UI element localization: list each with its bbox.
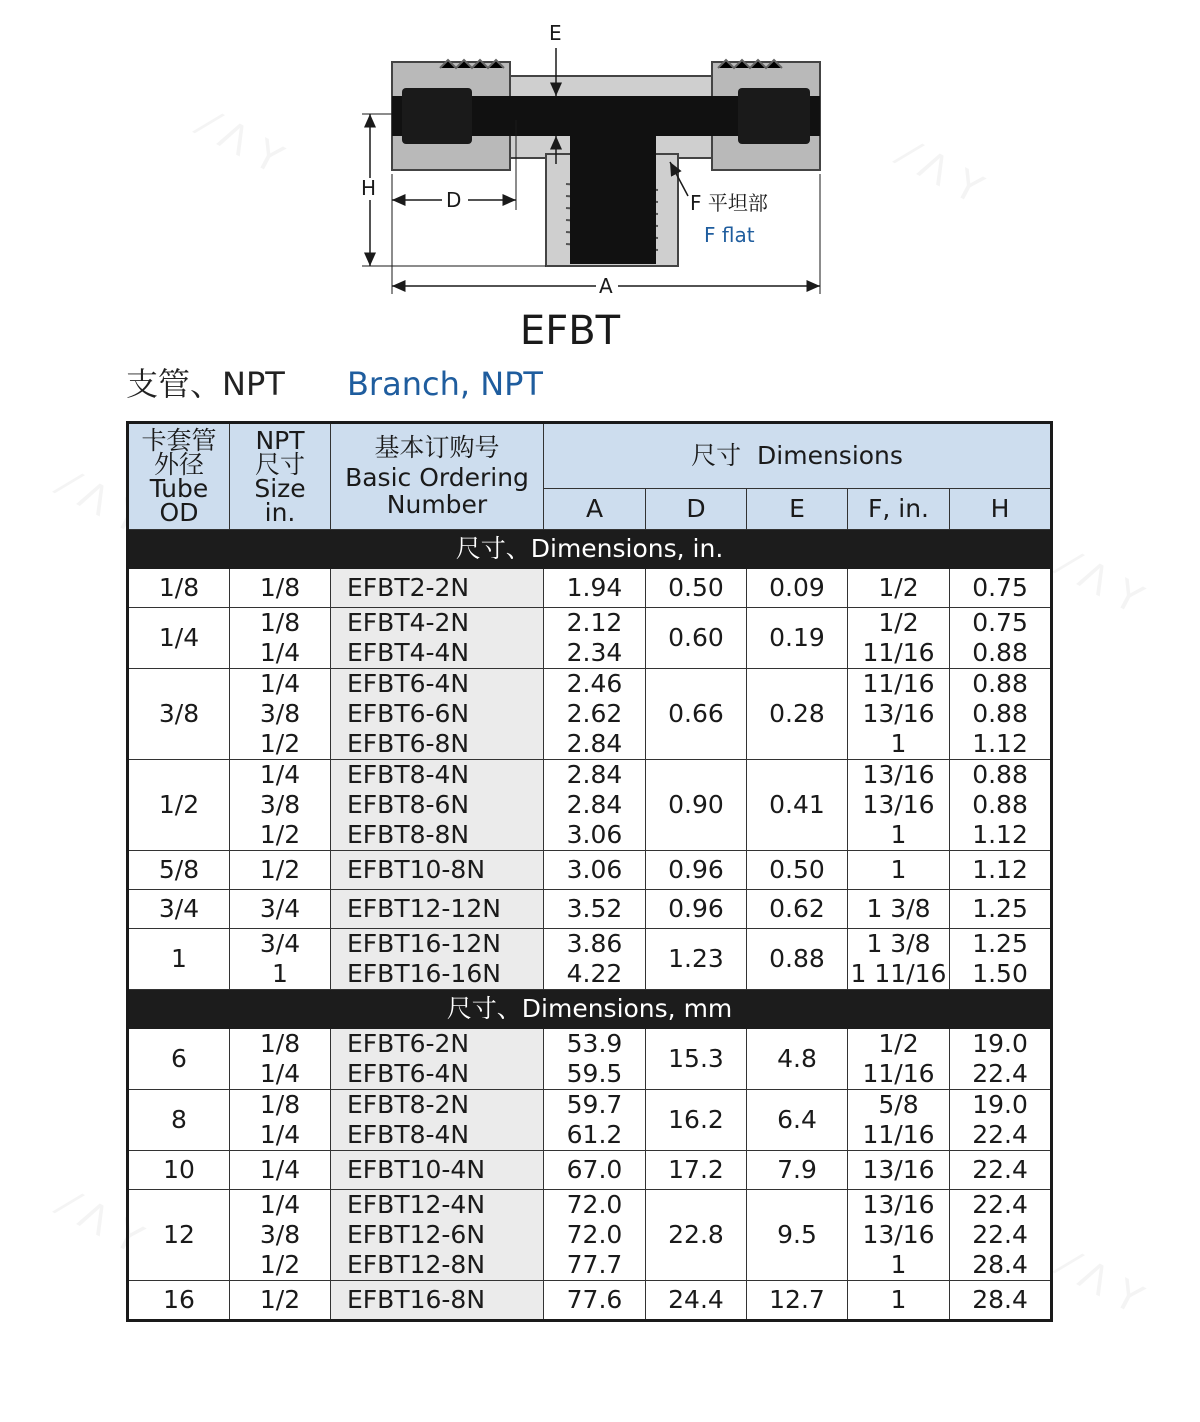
dim-d-cell: 0.50 xyxy=(646,569,747,608)
dim-a-cell xyxy=(544,608,646,669)
section-band-row xyxy=(128,530,1052,569)
header-h: H xyxy=(950,489,1052,530)
npt-size-line: 3/8 xyxy=(259,699,301,728)
table-body xyxy=(128,530,1052,1321)
dim-e-cell: 6.4 xyxy=(747,1090,848,1151)
dim-e-cell: 4.8 xyxy=(747,1029,848,1090)
watermark: ⁄ Λ Y xyxy=(1054,1242,1150,1324)
dim-h-line: 0.88 xyxy=(972,669,1028,698)
dim-h-cell xyxy=(950,760,1052,851)
ordering-number-line: EFBT16-16N xyxy=(347,959,501,988)
dim-h-cell xyxy=(950,890,1052,929)
dim-f-cell xyxy=(848,1281,950,1321)
dim-a-cell xyxy=(544,669,646,760)
table-row xyxy=(128,851,1052,890)
ordering-number-cell xyxy=(331,669,544,760)
dim-f-cell xyxy=(848,608,950,669)
header-dimensions: 尺寸 Dimensions xyxy=(544,423,1052,489)
table-row xyxy=(128,890,1052,929)
header-npt-line: 尺寸 xyxy=(254,449,305,479)
dim-e-cell: 0.09 xyxy=(747,569,848,608)
table-row xyxy=(128,669,1052,760)
label-a: A xyxy=(599,274,613,298)
dim-h-line: 22.4 xyxy=(972,1155,1028,1184)
header-ordering-number xyxy=(331,423,544,530)
dim-a-line: 2.34 xyxy=(566,638,623,667)
dim-f-line: 11/16 xyxy=(862,638,935,667)
dim-d-cell: 1.23 xyxy=(646,929,747,990)
npt-size-cell xyxy=(230,569,331,608)
header-tube-od xyxy=(128,423,230,530)
npt-size-line: 1/2 xyxy=(259,729,301,758)
npt-size-cell xyxy=(230,929,331,990)
dim-h-cell xyxy=(950,669,1052,760)
dim-a-cell xyxy=(544,1029,646,1090)
npt-size-line: 1/4 xyxy=(259,760,301,789)
npt-size-line: 1/8 xyxy=(259,608,301,637)
ordering-number-cell xyxy=(331,1190,544,1281)
npt-size-cell xyxy=(230,851,331,890)
tube-od-cell: 12 xyxy=(128,1190,230,1281)
dim-h-cell xyxy=(950,1090,1052,1151)
dim-e-cell: 0.62 xyxy=(747,890,848,929)
dim-h-cell xyxy=(950,608,1052,669)
header-a: A xyxy=(544,489,646,530)
tube-od-cell: 1/2 xyxy=(128,760,230,851)
dim-f-cell xyxy=(848,569,950,608)
header-npt-line: Size xyxy=(254,473,306,503)
tube-od-cell: 10 xyxy=(128,1151,230,1190)
npt-size-cell xyxy=(230,1090,331,1151)
dim-f-line: 13/16 xyxy=(862,1155,935,1184)
ordering-number-line: EFBT12-6N xyxy=(347,1220,486,1249)
npt-size-line: 1/4 xyxy=(259,1059,301,1088)
dim-a-cell xyxy=(544,1090,646,1151)
ordering-number-line: EFBT12-12N xyxy=(347,894,501,923)
dim-e-cell: 12.7 xyxy=(747,1281,848,1321)
ordering-number-cell xyxy=(331,1029,544,1090)
dim-e-cell: 0.19 xyxy=(747,608,848,669)
tube-od-cell: 1 xyxy=(128,929,230,990)
dim-f-line: 1 xyxy=(890,855,907,884)
ordering-number-cell xyxy=(331,569,544,608)
dim-e-cell: 0.88 xyxy=(747,929,848,990)
ordering-number-line: EFBT2-2N xyxy=(347,573,470,602)
label-h: H xyxy=(361,176,377,200)
dim-h-line: 1.50 xyxy=(972,959,1028,988)
dim-h-cell xyxy=(950,1190,1052,1281)
dim-h-line: 0.75 xyxy=(972,573,1028,602)
dim-h-line: 0.88 xyxy=(972,790,1028,819)
table-row xyxy=(128,760,1052,851)
dim-f-cell xyxy=(848,1151,950,1190)
ordering-number-line: EFBT10-4N xyxy=(347,1155,486,1184)
ordering-number-cell xyxy=(331,1151,544,1190)
ordering-number-line: EFBT8-4N xyxy=(347,1120,470,1149)
dim-a-line: 2.12 xyxy=(566,608,623,637)
ordering-number-cell xyxy=(331,760,544,851)
table-row xyxy=(128,569,1052,608)
label-f-cn: F 平坦部 xyxy=(690,191,768,215)
ordering-number-line: EFBT4-2N xyxy=(347,608,470,637)
dim-h-line: 22.4 xyxy=(972,1059,1028,1088)
npt-size-line: 1/2 xyxy=(259,1285,301,1314)
dim-f-line: 1 3/8 xyxy=(866,929,931,958)
dim-h-line: 1.25 xyxy=(972,929,1028,958)
table-row xyxy=(128,1029,1052,1090)
dim-d-cell: 0.96 xyxy=(646,851,747,890)
npt-size-cell xyxy=(230,760,331,851)
dim-h-line: 0.88 xyxy=(972,638,1028,667)
dim-a-line: 2.46 xyxy=(566,669,623,698)
dim-h-line: 22.4 xyxy=(972,1220,1028,1249)
dim-d-cell: 16.2 xyxy=(646,1090,747,1151)
tube-od-cell: 3/8 xyxy=(128,669,230,760)
dim-a-line: 3.06 xyxy=(566,855,623,884)
header-tube-od-line: 卡套管 xyxy=(141,425,217,455)
npt-size-line: 1/8 xyxy=(259,1090,301,1119)
table-row xyxy=(128,1090,1052,1151)
watermark: ⁄ Λ Y xyxy=(1054,542,1150,624)
npt-size-cell xyxy=(230,890,331,929)
dim-d-cell: 0.90 xyxy=(646,760,747,851)
header-tube-od-line: Tube xyxy=(149,473,209,503)
npt-size-line: 1/8 xyxy=(259,1029,301,1058)
npt-size-cell xyxy=(230,669,331,760)
dim-d-cell: 0.60 xyxy=(646,608,747,669)
ordering-number-cell xyxy=(331,890,544,929)
watermark: ⁄ Λ Y xyxy=(54,462,150,544)
dim-a-line: 59.5 xyxy=(566,1059,623,1088)
dim-a-line: 1.94 xyxy=(566,573,623,602)
dim-a-cell xyxy=(544,929,646,990)
header-npt-size xyxy=(230,423,331,530)
npt-size-line: 1/4 xyxy=(259,1155,301,1184)
ordering-number-line: EFBT6-2N xyxy=(347,1029,470,1058)
dim-f-line: 13/16 xyxy=(862,1190,935,1219)
dim-a-line: 3.06 xyxy=(566,820,623,849)
ordering-number-line: EFBT12-8N xyxy=(347,1250,486,1279)
dim-e-cell: 0.41 xyxy=(747,760,848,851)
dim-f-line: 1 xyxy=(890,729,907,758)
npt-size-line: 3/8 xyxy=(259,790,301,819)
dim-e-cell: 9.5 xyxy=(747,1190,848,1281)
ordering-number-line: EFBT4-4N xyxy=(347,638,470,667)
tube-od-cell: 1/4 xyxy=(128,608,230,669)
watermark: ⁄ Λ Y xyxy=(54,1182,150,1264)
dim-a-cell xyxy=(544,569,646,608)
dim-f-cell xyxy=(848,890,950,929)
dim-h-line: 28.4 xyxy=(972,1285,1028,1314)
npt-size-cell xyxy=(230,608,331,669)
dim-a-line: 3.86 xyxy=(566,929,623,958)
label-f-en: F flat xyxy=(704,223,755,247)
npt-size-line: 3/8 xyxy=(259,1220,301,1249)
dim-e-cell: 0.50 xyxy=(747,851,848,890)
ordering-number-line: EFBT6-8N xyxy=(347,729,470,758)
dim-a-line: 3.52 xyxy=(566,894,623,923)
dim-h-line: 28.4 xyxy=(972,1250,1028,1279)
dim-f-cell xyxy=(848,669,950,760)
fitting-drawing xyxy=(340,14,840,304)
npt-size-line: 1/2 xyxy=(259,1250,301,1279)
dim-a-line: 2.62 xyxy=(566,699,623,728)
npt-size-line: 1/4 xyxy=(259,1120,301,1149)
header-d: D xyxy=(646,489,747,530)
dim-f-line: 11/16 xyxy=(862,669,935,698)
dim-h-line: 19.0 xyxy=(972,1090,1028,1119)
ordering-number-line: EFBT6-4N xyxy=(347,1059,470,1088)
dim-f-line: 1/2 xyxy=(878,573,919,602)
ordering-number-line: EFBT8-2N xyxy=(347,1090,470,1119)
dim-f-cell xyxy=(848,929,950,990)
dim-f-line: 1 3/8 xyxy=(866,894,931,923)
dim-h-line: 22.4 xyxy=(972,1190,1028,1219)
dim-a-line: 61.2 xyxy=(566,1120,623,1149)
header-ordering-line: Basic Ordering xyxy=(345,463,529,492)
dim-h-line: 1.12 xyxy=(972,729,1028,758)
table-row xyxy=(128,608,1052,669)
tube-od-cell: 16 xyxy=(128,1281,230,1321)
dim-a-line: 4.22 xyxy=(566,959,623,988)
dim-h-cell xyxy=(950,851,1052,890)
ordering-number-line: EFBT8-6N xyxy=(347,790,470,819)
dim-a-line: 72.0 xyxy=(566,1220,623,1249)
dim-a-cell xyxy=(544,1190,646,1281)
ordering-number-cell xyxy=(331,929,544,990)
table-row xyxy=(128,1281,1052,1321)
dimensions-table xyxy=(126,421,1053,1322)
npt-size-line: 1 xyxy=(272,959,288,988)
dim-a-cell xyxy=(544,1151,646,1190)
dim-h-line: 0.88 xyxy=(972,760,1028,789)
dim-d-cell: 17.2 xyxy=(646,1151,747,1190)
dim-f-cell xyxy=(848,1190,950,1281)
part-name: EFBT xyxy=(519,308,621,354)
dim-d-cell: 22.8 xyxy=(646,1190,747,1281)
dim-h-line: 1.12 xyxy=(972,820,1028,849)
section-band: 尺寸、Dimensions, mm xyxy=(128,990,1052,1029)
ordering-number-line: EFBT16-12N xyxy=(347,929,501,958)
npt-size-line: 1/4 xyxy=(259,638,301,667)
tube-od-cell: 8 xyxy=(128,1090,230,1151)
dim-h-cell xyxy=(950,1281,1052,1321)
header-ordering-line: Number xyxy=(386,490,488,519)
tube-od-cell: 5/8 xyxy=(128,851,230,890)
ordering-number-cell xyxy=(331,1281,544,1321)
dim-f-line: 5/8 xyxy=(878,1090,919,1119)
section-title-cn: 支管、NPT xyxy=(126,365,285,403)
dim-h-cell xyxy=(950,929,1052,990)
dim-h-line: 19.0 xyxy=(972,1029,1028,1058)
dim-a-line: 53.9 xyxy=(566,1029,623,1058)
dim-a-line: 72.0 xyxy=(566,1190,623,1219)
section-band: 尺寸、Dimensions, in. xyxy=(128,530,1052,569)
dim-f-line: 13/16 xyxy=(862,1220,935,1249)
dim-f-line: 1/2 xyxy=(878,608,919,637)
dim-a-line: 2.84 xyxy=(566,790,623,819)
dim-h-line: 1.12 xyxy=(972,855,1028,884)
npt-size-cell xyxy=(230,1281,331,1321)
section-band-row xyxy=(128,990,1052,1029)
dim-a-line: 59.7 xyxy=(566,1090,623,1119)
dim-e-cell: 0.28 xyxy=(747,669,848,760)
label-d: D xyxy=(446,188,462,212)
section-title xyxy=(126,360,543,408)
dim-h-cell xyxy=(950,569,1052,608)
table-row xyxy=(128,1190,1052,1281)
npt-size-cell xyxy=(230,1151,331,1190)
dim-a-cell xyxy=(544,890,646,929)
npt-size-cell xyxy=(230,1190,331,1281)
dim-f-cell xyxy=(848,1090,950,1151)
dim-h-line: 0.75 xyxy=(972,608,1028,637)
ordering-number-cell xyxy=(331,608,544,669)
ordering-number-cell xyxy=(331,851,544,890)
dim-f-line: 1 11/16 xyxy=(850,959,947,988)
dim-f-cell xyxy=(848,760,950,851)
tube-od-cell: 3/4 xyxy=(128,890,230,929)
watermark: ⁄ Λ Y xyxy=(194,102,290,184)
dim-f-line: 1 xyxy=(890,1250,907,1279)
npt-size-line: 1/2 xyxy=(259,855,301,884)
label-e: E xyxy=(549,21,562,45)
table-row xyxy=(128,929,1052,990)
dim-a-line: 77.7 xyxy=(566,1250,623,1279)
section-title-en: Branch, NPT xyxy=(346,365,543,403)
tube-od-cell: 1/8 xyxy=(128,569,230,608)
dim-f-line: 1 xyxy=(890,820,907,849)
dim-e-cell: 7.9 xyxy=(747,1151,848,1190)
dim-a-cell xyxy=(544,851,646,890)
npt-size-line: 3/4 xyxy=(259,894,301,923)
dim-d-cell: 15.3 xyxy=(646,1029,747,1090)
dim-a-line: 77.6 xyxy=(566,1285,623,1314)
ordering-number-cell xyxy=(331,1090,544,1151)
npt-size-line: 1/4 xyxy=(259,669,301,698)
header-ordering-line: 基本订购号 xyxy=(374,433,500,462)
table-row xyxy=(128,1151,1052,1190)
dim-a-cell xyxy=(544,760,646,851)
dim-d-cell: 0.96 xyxy=(646,890,747,929)
dim-d-cell: 24.4 xyxy=(646,1281,747,1321)
dim-f-line: 13/16 xyxy=(862,760,935,789)
ordering-number-line: EFBT8-8N xyxy=(347,820,470,849)
tube-od-cell: 6 xyxy=(128,1029,230,1090)
dim-f-line: 11/16 xyxy=(862,1059,935,1088)
dim-h-line: 22.4 xyxy=(972,1120,1028,1149)
header-f: F, in. xyxy=(848,489,950,530)
dim-a-line: 67.0 xyxy=(566,1155,623,1184)
dim-f-line: 1 xyxy=(890,1285,907,1314)
npt-size-line: 1/4 xyxy=(259,1190,301,1219)
dim-a-line: 2.84 xyxy=(566,729,623,758)
dim-f-line: 13/16 xyxy=(862,790,935,819)
dim-f-cell xyxy=(848,851,950,890)
header-npt-line: in. xyxy=(264,497,296,527)
dim-a-line: 2.84 xyxy=(566,760,623,789)
ordering-number-line: EFBT8-4N xyxy=(347,760,470,789)
ordering-number-line: EFBT6-6N xyxy=(347,699,470,728)
npt-size-line: 1/8 xyxy=(259,573,301,602)
header-e: E xyxy=(747,489,848,530)
npt-size-line: 3/4 xyxy=(259,929,301,958)
npt-size-cell xyxy=(230,1029,331,1090)
watermark: ⁄ Λ Y xyxy=(894,132,990,214)
ordering-number-line: EFBT10-8N xyxy=(347,855,486,884)
ordering-number-line: EFBT12-4N xyxy=(347,1190,486,1219)
ordering-number-line: EFBT6-4N xyxy=(347,669,470,698)
header-tube-od-line: OD xyxy=(159,497,199,527)
ordering-number-line: EFBT16-8N xyxy=(347,1285,486,1314)
dim-h-line: 1.25 xyxy=(972,894,1028,923)
header-tube-od-line: 外径 xyxy=(153,449,204,479)
dim-h-line: 0.88 xyxy=(972,699,1028,728)
npt-size-line: 1/2 xyxy=(259,820,301,849)
dim-f-line: 11/16 xyxy=(862,1120,935,1149)
header-npt-line: NPT xyxy=(255,425,305,455)
dim-f-cell xyxy=(848,1029,950,1090)
dim-f-line: 13/16 xyxy=(862,699,935,728)
dim-d-cell: 0.66 xyxy=(646,669,747,760)
dim-h-cell xyxy=(950,1029,1052,1090)
dim-f-line: 1/2 xyxy=(878,1029,919,1058)
dim-a-cell xyxy=(544,1281,646,1321)
dim-h-cell xyxy=(950,1151,1052,1190)
